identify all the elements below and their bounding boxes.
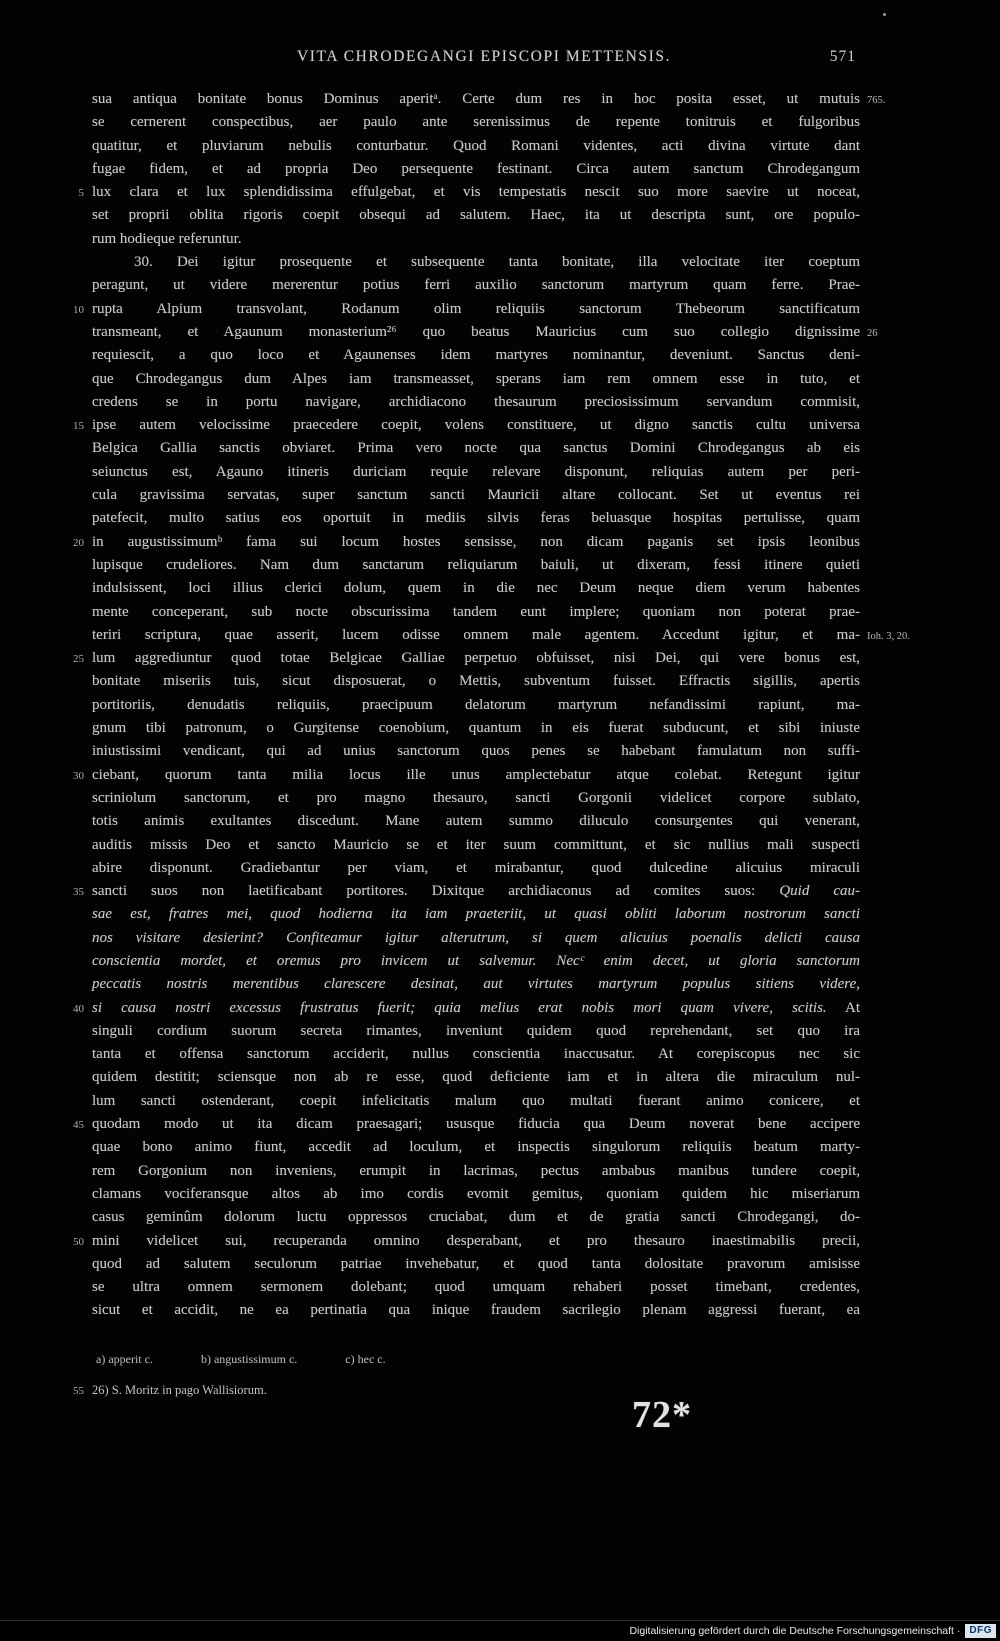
text-line [58, 1160, 998, 1183]
line-text: iniustissimi vendicant, qui ad unius sanctorum quos penes se habebant famulatum non suffi- [92, 743, 860, 760]
line-text: auditis missis Deo et sancto Mauricio se et iter suum committunt, et sic nullius mali suspecti [92, 836, 860, 853]
line-text: quod ad salutem seculorum patriae invehebatur, et quod tanta dolositate pravorum amisisse [92, 1255, 860, 1272]
text-line [58, 857, 998, 880]
line-number: 50 [73, 1235, 84, 1248]
text-line [58, 577, 998, 600]
line-text: portitoriis, denudatis reliquiis, praecipuum delatorum martyrum nefandissimi rapiunt, ma- [92, 696, 860, 713]
text-line [58, 298, 998, 321]
line-number: 10 [73, 303, 84, 316]
text-line [58, 927, 998, 950]
line-text: sua antiqua bonitate bonus Dominus aperitᵃ. Certe dum res in hoc posita esset, ut mutuis [92, 91, 860, 107]
text-line [58, 997, 998, 1020]
text-line [58, 694, 998, 717]
text-line [58, 181, 998, 204]
text-line [58, 1066, 998, 1089]
line-number: 5 [78, 187, 84, 200]
quire-signature: 72* [632, 1394, 692, 1436]
text-line [58, 1136, 998, 1159]
text-line [58, 135, 998, 158]
text-line [58, 437, 998, 460]
numbered-footnote [58, 1383, 267, 1398]
text-line [58, 1253, 998, 1276]
text-line [58, 717, 998, 740]
text-line [58, 624, 998, 647]
line-text: sancti suos non laetificabant portitores. Dixitque archidiaconus ad comites suos: Quid cau- [92, 883, 860, 900]
line-text: requiescit, a quo loco et Agaunenses idem martyres nominantur, deveniunt. Sanctus deni- [92, 347, 860, 364]
line-text: lupisque crudeliores. Nam dum sanctarum reliquiarum baiuli, ut dixeram, fessi itinere quieti [92, 556, 860, 573]
line-text: fugae fidem, et ad propria Deo persequente festinant. Circa autem sanctum Chrodegangum [92, 160, 860, 177]
text-line [58, 950, 998, 973]
text-line [58, 1276, 998, 1299]
line-text: quae bono animo fiunt, accedit ad loculum, et inspectis singulorum reliquiis beatum marty- [92, 1139, 860, 1156]
line-text: quodam modo ut ita dicam praesagari; ususque fiducia qua Deum noverat bene accipere [92, 1116, 860, 1133]
line-text: seiunctus est, Agauno itineris duriciam requie relevare disponunt, reliquias autem per peri- [92, 463, 860, 480]
text-line [58, 740, 998, 763]
text-line [58, 834, 998, 857]
footnote-c: c) hec c. [345, 1352, 386, 1366]
line-text: conscientia mordet, et oremus pro invicem ut salvemur. Necᶜ enim decet, ut gloria sanctorum [92, 952, 860, 969]
line-text: mini videlicet sui, recuperanda omnino desperabant, et pro thesauro inaestimabilis precii, [92, 1232, 860, 1249]
text-line [58, 1206, 998, 1229]
text-line [58, 158, 998, 181]
digitization-footer [0, 1620, 1000, 1641]
line-text: Belgica Gallia sanctis obviaret. Prima vero nocte qua sanctus Domini Chrodegangus ab eis [92, 440, 860, 457]
margin-note: 26 [867, 327, 878, 339]
text-line [58, 647, 998, 670]
line-text: casus geminûm dolorum luctu oppressos cruciabat, dum et de gratia sancti Chrodegangi, do- [92, 1209, 860, 1226]
text-line [58, 787, 998, 810]
footnote-b: b) angustissimum c. [200, 1352, 298, 1366]
text-line [58, 1090, 998, 1113]
line-text: se ultra omnem sermonem dolebant; quod umquam rehaberi posset timebant, credentes, [92, 1279, 860, 1296]
text-line [58, 507, 998, 530]
line-text: nos visitare desierint? Confiteamur igitur alterutrum, si quem alicuius poenalis delicti causa [92, 929, 860, 946]
text-line [58, 880, 998, 903]
line-text: credens se in portu navigare, archidiacono thesaurum preciosissimum servandum commisit, [92, 393, 860, 410]
text-line [58, 554, 998, 577]
apparatus-footnotes [96, 1352, 386, 1367]
text-line [58, 764, 998, 787]
page-title: VITA CHRODEGANGI EPISCOPI METTENSIS. [296, 48, 672, 65]
line-text: peccatis nostris merentibus clarescere desinat, aut virtutes martyrum populus sitiens videre, [92, 976, 860, 993]
line-text: cula gravissima servatas, super sanctum sancti Mauricii altare collocant. Set ut eventus rei [92, 487, 860, 504]
line-number: 40 [73, 1002, 84, 1015]
text-line [58, 903, 998, 926]
line-number: 20 [73, 536, 84, 549]
line-text: clamans vociferansque altos ab imo cordis evomit gemitus, quoniam quidem hic miseriarum [92, 1185, 860, 1202]
line-text: rem Gorgonium non inveniens, erumpit in lacrimas, pectus ambabus manibus tundere coepit, [92, 1162, 860, 1179]
line-text: ipse autem velocissime praecedere coepit, volens constituere, ut digno sanctis cultu universa [92, 417, 860, 434]
line-text: peragunt, ut videre mererentur potius ferri auxilio sanctorum martyrum quam ferre. Prae- [92, 277, 860, 294]
line-text: teriri scriptura, quae asserit, lucem odisse omnem male agentem. Accedunt igitur, et ma- [92, 626, 860, 643]
text-line [58, 88, 998, 111]
text-line [58, 810, 998, 833]
text-line [58, 321, 998, 344]
footnote-a: a) apperit c. [96, 1352, 153, 1366]
line-text: sae est, fratres mei, quod hodierna ita iam praeteriit, ut quasi obliti laborum nostrorum sancti [92, 906, 860, 923]
line-text: lux clara et lux splendidissima effulgebat, et vis tempestatis nescit suo more saevire ut noceat, [92, 184, 860, 201]
line-text: abire disponunt. Gradiebantur per viam, et mirabantur, quod dulcedine alicuius miraculi [92, 859, 860, 876]
line-text: gnum tibi patronum, o Gurgitense coenobium, quantum in eis fuerat subducunt, et sibi iniuste [92, 720, 860, 737]
line-number: 30 [73, 769, 84, 782]
line-text: rum hodieque referuntur. [92, 230, 242, 247]
line-text: bonitate miseriis tuis, sicut disposuerat, o Mettis, subventum fuisset. Effractis sigillis, apertis [92, 673, 860, 690]
scan-artifact-dot [883, 13, 886, 16]
footnote-line-number: 55 [73, 1385, 84, 1397]
line-text: lum aggrediuntur quod totae Belgicae Galliae perpetuo obfuisset, nisi Dei, qui vere bonus est, [92, 650, 860, 667]
line-text: transmeant, et Agaunum monasterium²⁶ quo beatus Mauricius cum suo collegio dignissime [92, 323, 860, 340]
body-lines [58, 88, 998, 1323]
digitization-credit: Digitalisierung gefördert durch die Deutsche Forschungsgemeinschaft · [629, 1625, 961, 1637]
line-text: in augustissimumᵇ fama sui locum hostes sensisse, non dicam paganis set ipsis leonibus [92, 533, 860, 550]
line-text: que Chrodegangus dum Alpes iam transmeasset, sperans iam rem omnem esse in tuto, et [92, 370, 860, 387]
line-text: rupta Alpium transvolant, Rodanum olim reliquiis sanctorum Thebeorum sanctificatum [92, 300, 860, 317]
page-number: 571 [829, 48, 856, 65]
text-line [58, 274, 998, 297]
text-line [58, 111, 998, 134]
line-number: 45 [73, 1119, 84, 1132]
line-text: scriniolum sanctorum, et pro magno thesauro, sancti Gorgonii videlicet corpore sublato, [92, 789, 860, 806]
line-text: set proprii oblita rigoris coepit obsequi ad salutem. Haec, ita ut descripta sunt, ore populo- [92, 207, 860, 224]
text-line [58, 601, 998, 624]
text-line [58, 461, 998, 484]
line-text: quatitur, et pluviarum nebulis conturbatur. Quod Romani videntes, acti divina virtute dant [92, 137, 860, 154]
text-line [58, 1183, 998, 1206]
line-text: indulsissent, loci illius clerici dolum, quem in die nec Deum neque diem verum habentes [92, 580, 860, 597]
text-line [58, 204, 998, 227]
text-line [58, 1043, 998, 1066]
margin-note: Ioh. 3, 20. [867, 630, 910, 642]
line-text: quidem destitit; sciensque non ab re esse, quod deficiente iam et in altera die miraculum nul- [92, 1069, 860, 1086]
text-line [58, 1020, 998, 1043]
line-text: si causa nostri excessus frustratus fuerit; quia melius erat nobis mori quam vivere, scitis. At [92, 999, 860, 1016]
text-line [58, 251, 998, 274]
line-text: patefecit, multo satius eos oportuit in mediis silvis feras beluasque hospitas pertulisse, quam [92, 510, 860, 527]
text-line [58, 1230, 998, 1253]
text-line [58, 670, 998, 693]
footnote-text: 26) S. Moritz in pago Wallisiorum. [92, 1383, 267, 1397]
line-text: totis animis exultantes discedunt. Mane autem summo diluculo consurgentes qui venerant, [92, 813, 860, 830]
line-text: ciebant, quorum tanta milia locus ille unus amplectebatur atque colebat. Retegunt igitur [92, 766, 860, 783]
line-text: 30. Dei igitur prosequente et subsequente tanta bonitate, illa velocitate iter coeptum [134, 254, 860, 271]
margin-note: 765. [867, 95, 886, 106]
line-number: 35 [73, 886, 84, 899]
line-number: 15 [73, 420, 84, 433]
text-line [58, 484, 998, 507]
dfg-logo: DFG [965, 1624, 996, 1638]
text-line [58, 344, 998, 367]
line-text: singuli cordium suorum secreta rimantes, inveniunt quidem quod reprehendant, set quo ira [92, 1022, 860, 1039]
text-line [58, 1299, 998, 1322]
text-line [58, 973, 998, 996]
text-line [58, 228, 998, 251]
line-text: mente conceperant, sub nocte obscurissima tandem eunt implere; quoniam non poterat prae- [92, 603, 860, 620]
line-text: tanta et offensa sanctorum acciderit, nullus conscientia inaccusatur. At corepiscopus nec sic [92, 1046, 860, 1063]
line-number: 25 [73, 653, 84, 666]
line-text: sicut et accidit, ne ea pertinatia qua inique fraudem sacrilegio plenam aggressi fuerant, ea [92, 1302, 860, 1319]
line-text: se cernerent conspectibus, aer paulo ante serenissimus de repente tonitruis et fulgoribus [92, 114, 860, 131]
text-line [58, 1113, 998, 1136]
text-line [58, 531, 998, 554]
text-line [58, 368, 998, 391]
text-line [58, 391, 998, 414]
page-header [100, 48, 868, 70]
text-line [58, 414, 998, 437]
line-text: lum sancti ostenderant, coepit infelicitatis malum quo multati fuerant animo conicere, et [92, 1092, 860, 1109]
